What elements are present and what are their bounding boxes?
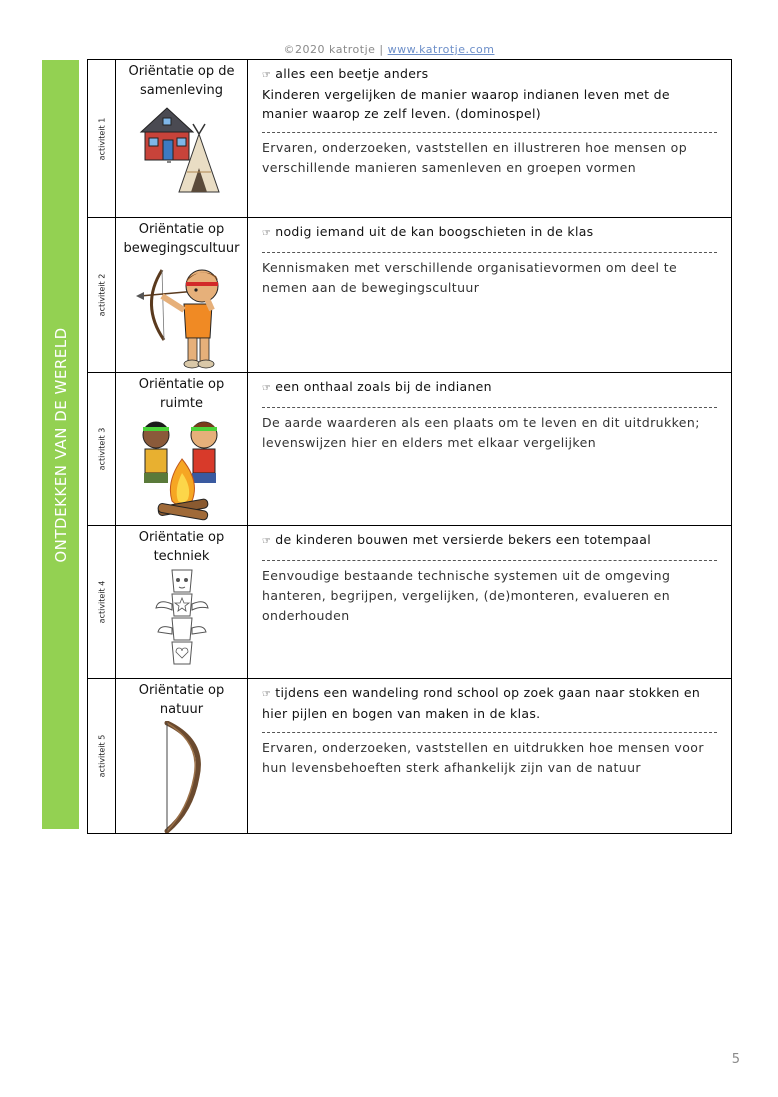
- activity-title: de kinderen bouwen met versierde bekers een totempaal: [275, 532, 652, 547]
- description-cell: [248, 60, 732, 218]
- activity-number: activiteit 5: [97, 734, 106, 778]
- activity-number-cell: [88, 526, 116, 679]
- goal-text: Eenvoudige bestaande technische systemen uit de omgeving hanteren, begrijpen, vergelijken, (de)monteren, evalueren en onderhouden: [262, 568, 671, 623]
- activity-detail: Kinderen vergelijken de manier waarop indianen leven met de manier waarop ze zelf leven. (dominospel): [262, 87, 670, 121]
- topic-label: Oriëntatie op de samenleving: [128, 64, 235, 98]
- topic-label: Oriëntatie op ruimte: [138, 377, 225, 411]
- bow-icon: [157, 721, 207, 833]
- pointing-hand-icon: ☞: [262, 70, 272, 81]
- table-row: [88, 679, 732, 834]
- topic-cell: [116, 373, 248, 526]
- website-link[interactable]: www.katrotje.com: [387, 43, 495, 56]
- activity-number-cell: [88, 218, 116, 373]
- goal-text: Ervaren, onderzoeken, vaststellen en illustreren hoe mensen op verschillende manieren samenleven en groepen vormen: [262, 140, 688, 175]
- activity-number-cell: [88, 373, 116, 526]
- dashed-separator: [262, 132, 717, 133]
- activity-number: activiteit 4: [97, 580, 106, 624]
- pointing-hand-icon: ☞: [262, 689, 272, 700]
- page-number: 5: [731, 1052, 740, 1067]
- activity-number-cell: [88, 60, 116, 218]
- topic-cell: [116, 60, 248, 218]
- activity-title: nodig iemand uit de kan boogschieten in de klas: [275, 224, 594, 239]
- totem-pole-cups-icon: [152, 568, 212, 676]
- topic-cell: [116, 218, 248, 373]
- house-and-tipi-icon: [137, 102, 227, 194]
- activity-text: [262, 64, 717, 123]
- dashed-separator: [262, 732, 717, 733]
- pointing-hand-icon: ☞: [262, 383, 272, 394]
- dashed-separator: [262, 252, 717, 253]
- sidebar-banner: [42, 60, 79, 829]
- description-cell: [248, 218, 732, 373]
- topic-cell: [116, 679, 248, 834]
- table-row: [88, 373, 732, 526]
- table-row: [88, 526, 732, 679]
- activity-title: alles een beetje anders: [275, 66, 429, 81]
- goal-text: Ervaren, onderzoeken, vaststellen en uitdrukken hoe mensen voor hun levensbehoeften sterk afhankelijk zijn van de natuur: [262, 740, 704, 775]
- pointing-hand-icon: ☞: [262, 228, 272, 239]
- description-cell: [248, 526, 732, 679]
- activities-table: [87, 59, 732, 834]
- activity-title: tijdens een wandeling rond school op zoek gaan naar stokken en hier pijlen en bogen van maken in de klas.: [262, 685, 701, 721]
- activity-text: [262, 683, 717, 723]
- sidebar-title: ONTDEKKEN VAN DE WERELD: [51, 326, 70, 563]
- dashed-separator: [262, 560, 717, 561]
- topic-label: Oriëntatie op natuur: [138, 683, 225, 717]
- activity-text: [262, 530, 717, 551]
- activity-number-cell: [88, 679, 116, 834]
- pointing-hand-icon: ☞: [262, 536, 272, 547]
- description-cell: [248, 679, 732, 834]
- activity-text: [262, 377, 717, 398]
- children-campfire-icon: [132, 415, 232, 523]
- activity-text: [262, 222, 717, 243]
- activity-number: activiteit 1: [97, 117, 106, 160]
- description-cell: [248, 373, 732, 526]
- table-row: [88, 60, 732, 218]
- topic-label: Oriëntatie op bewegingscultuur: [123, 222, 240, 256]
- copyright-text: ©2020 katrotje |: [283, 43, 388, 56]
- activity-number: activiteit 2: [97, 273, 106, 317]
- dashed-separator: [262, 407, 717, 408]
- topic-cell: [116, 526, 248, 679]
- activity-number: activiteit 3: [97, 427, 106, 471]
- page-header: [0, 43, 778, 56]
- activity-title: een onthaal zoals bij de indianen: [275, 379, 492, 394]
- goal-text: De aarde waarderen als een plaats om te leven en dit uitdrukken; levenswijzen hier en elders met elkaar vergelijken: [262, 415, 700, 450]
- archer-child-icon: [132, 260, 232, 372]
- topic-label: Oriëntatie op techniek: [138, 530, 225, 564]
- goal-text: Kennismaken met verschillende organisatievormen om deel te nemen aan de bewegingscultuur: [262, 260, 678, 295]
- table-row: [88, 218, 732, 373]
